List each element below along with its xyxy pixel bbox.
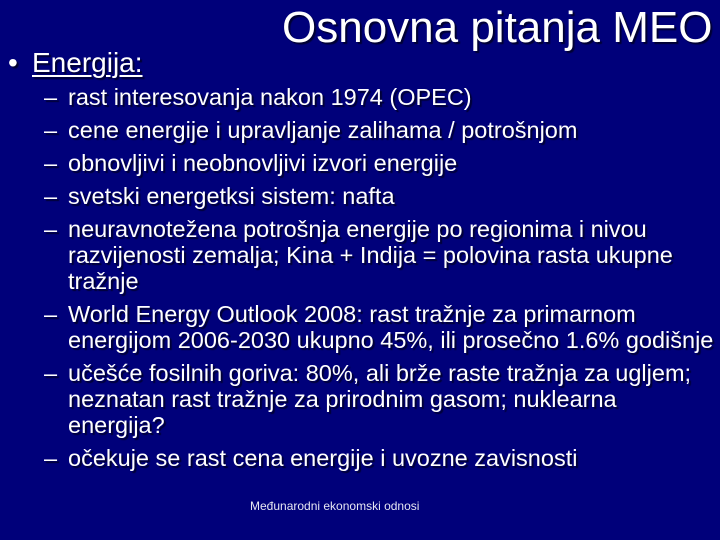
list-item-text: World Energy Outlook 2008: rast tražnje za primarnom energijom 2006-2030 ukupno 45%, ili prosečno 1.6% godišnje	[68, 301, 714, 353]
list-item-text: neuravnotežena potrošnja energije po regionima i nivou razvijenosti zemalja; Kina + Indija = polovina rasta ukupne tražnje	[68, 216, 673, 294]
dash-icon: –	[44, 117, 58, 143]
list-item	[44, 301, 714, 353]
dash-icon: –	[44, 445, 58, 471]
list-item-text: rast interesovanja nakon 1974 (OPEC)	[68, 84, 472, 110]
list-item-text: svetski energetksi sistem: nafta	[68, 183, 395, 209]
list-item-text: očekuje se rast cena energije i uvozne zavisnosti	[68, 445, 578, 471]
dash-icon: –	[44, 183, 58, 209]
dash-icon: –	[44, 84, 58, 110]
list-item	[44, 117, 714, 143]
list-item	[44, 183, 714, 209]
main-bullet-label: Energija:	[32, 47, 143, 78]
sub-bullet-list	[44, 84, 714, 478]
bullet-icon: •	[8, 47, 18, 78]
list-item	[44, 360, 714, 438]
slide-title: Osnovna pitanja MEO	[282, 3, 713, 52]
main-bullet	[8, 46, 143, 80]
dash-icon: –	[44, 360, 58, 386]
list-item-text: učešće fosilnih goriva: 80%, ali brže raste tražnja za ugljem; neznatan rast tražnje za prirodnim gasom; nuklearna energija?	[68, 360, 692, 438]
list-item	[44, 216, 714, 294]
slide-footer: Međunarodni ekonomski odnosi	[250, 499, 420, 513]
list-item-text: cene energije i upravljanje zalihama / potrošnjom	[68, 117, 578, 143]
list-item	[44, 150, 714, 176]
list-item-text: obnovljivi i neobnovljivi izvori energije	[68, 150, 458, 176]
dash-icon: –	[44, 301, 58, 327]
dash-icon: –	[44, 216, 58, 242]
dash-icon: –	[44, 150, 58, 176]
list-item	[44, 84, 714, 110]
list-item	[44, 445, 714, 471]
